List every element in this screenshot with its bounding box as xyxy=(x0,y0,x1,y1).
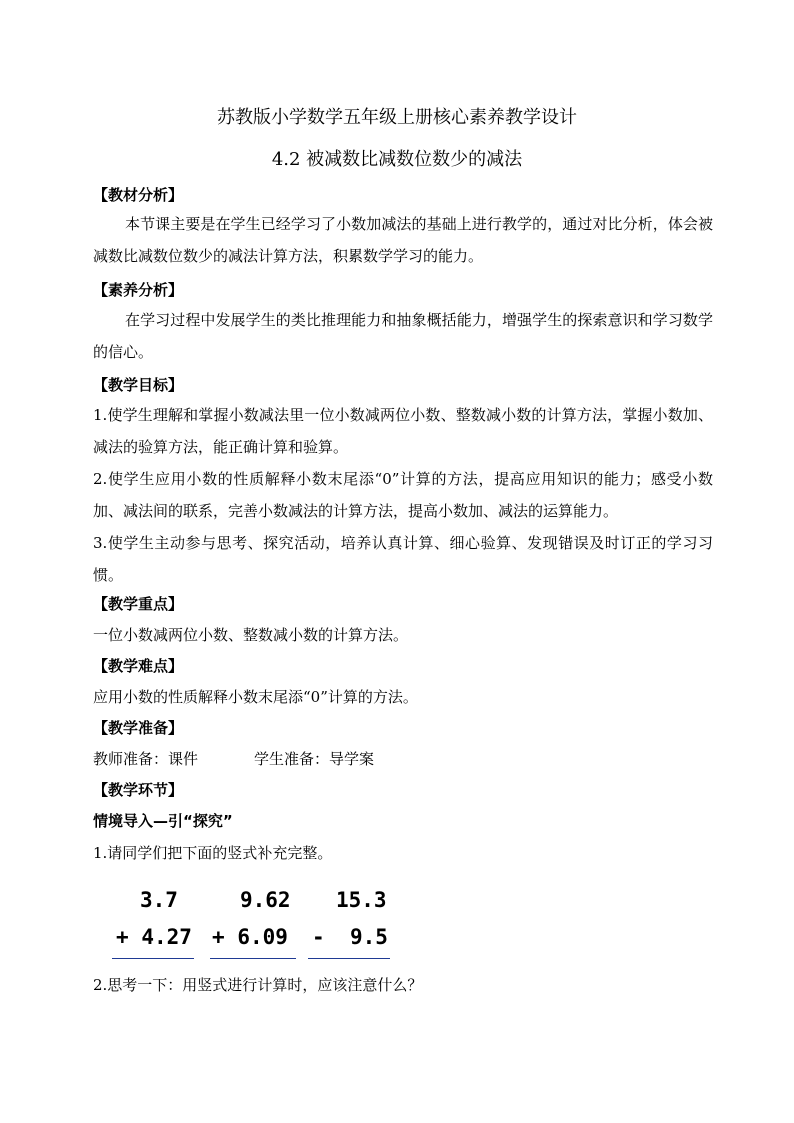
calc-3-bottom: 9.5 xyxy=(349,925,388,949)
calc-3-operator: - xyxy=(312,925,325,949)
calc-2-underline xyxy=(210,958,296,959)
process-step-1: 1.请同学们把下面的竖式补充完整。 xyxy=(93,844,333,862)
document-title: 苏教版小学数学五年级上册核心素养教学设计 xyxy=(217,107,577,128)
difficulties-text: 应用小数的性质解释小数末尾添“0”计算的方法。 xyxy=(93,688,418,706)
calc-2-bottom-row xyxy=(212,922,288,952)
goal-item-2: 2.使学生应用小数的性质解释小数末尾添“0”计算的方法，提高应用知识的能力；感受小数加、减法间的联系，完善小数减法的计算方法，提高小数加、减法的运算能力。 xyxy=(93,470,713,520)
preparation-line xyxy=(93,748,374,770)
section-heading-literacy-analysis: 【素养分析】 xyxy=(93,281,184,299)
section-heading-textbook-analysis: 【教材分析】 xyxy=(93,186,184,204)
section-heading-key-points: 【教学重点】 xyxy=(93,595,184,613)
textbook-analysis-text: 本节课主要是在学生已经学习了小数加减法的基础上进行教学的，通过对比分析，体会被减数比减数位数少的减法计算方法，积累数学学习的能力。 xyxy=(93,215,713,265)
goal-item-3: 3.使学生主动参与思考、探究活动，培养认真计算、细心验算、发现错误及时订正的学习习惯。 xyxy=(93,534,713,584)
calc-1-operator: + xyxy=(116,925,129,949)
teacher-preparation: 教师准备：课件 xyxy=(93,750,199,768)
key-points-text: 一位小数减两位小数、整数减小数的计算方法。 xyxy=(93,626,409,644)
calc-2-operator: + xyxy=(212,925,225,949)
calc-1-top: 3.7 xyxy=(140,888,178,912)
calc-3-underline xyxy=(308,958,390,959)
calc-2-top: 9.62 xyxy=(240,888,291,912)
calc-1-underline xyxy=(112,958,194,959)
calc-2-bottom: 6.09 xyxy=(237,925,288,949)
calc-1-bottom-row xyxy=(116,922,192,952)
section-heading-goals: 【教学目标】 xyxy=(93,376,184,394)
calc-1-bottom: 4.27 xyxy=(141,925,192,949)
section-heading-difficulties: 【教学难点】 xyxy=(93,657,184,675)
section-heading-process: 【教学环节】 xyxy=(93,781,184,799)
lesson-title: 4.2 被减数比减数位数少的减法 xyxy=(271,149,523,170)
section-heading-preparation: 【教学准备】 xyxy=(93,719,184,737)
intro-subheading: 情境导入—引“探究” xyxy=(93,812,233,830)
calc-3-top: 15.3 xyxy=(336,888,387,912)
literacy-analysis-text: 在学习过程中发展学生的类比推理能力和抽象概括能力，增强学生的探索意识和学习数学的信心。 xyxy=(93,311,713,361)
calc-3-bottom-row xyxy=(312,922,388,952)
process-step-2: 2.思考一下：用竖式进行计算时，应该注意什么？ xyxy=(93,976,423,994)
student-preparation: 学生准备：导学案 xyxy=(254,750,375,768)
goal-item-1: 1.使学生理解和掌握小数减法里一位小数减两位小数、整数减小数的计算方法，掌握小数加、减法的验算方法，能正确计算和验算。 xyxy=(93,406,713,456)
